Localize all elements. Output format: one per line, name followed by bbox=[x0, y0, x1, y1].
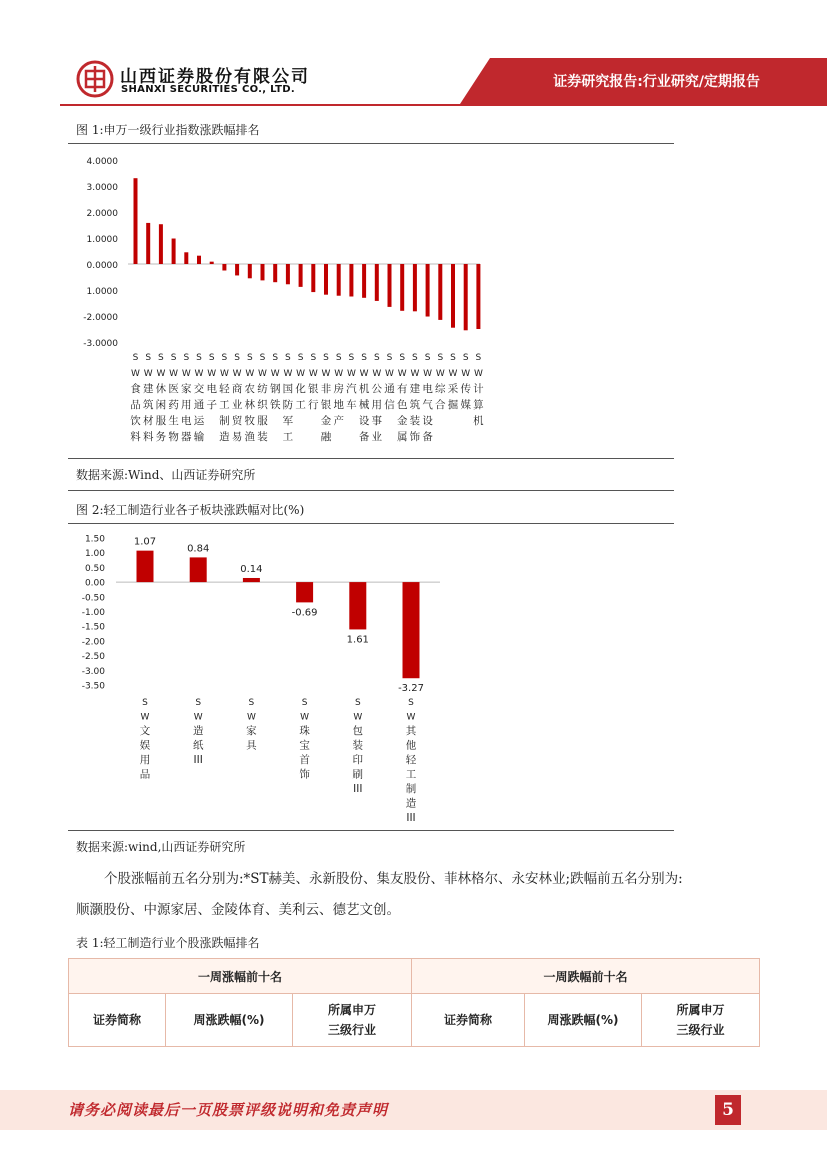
category-label-char: W bbox=[423, 369, 433, 379]
category-label-char: S bbox=[412, 353, 418, 363]
category-label-char: 制 bbox=[405, 783, 417, 795]
category-label-char: 事 bbox=[371, 415, 383, 427]
category-label-char: S bbox=[221, 353, 228, 363]
category-label-char: 建 bbox=[142, 383, 154, 395]
category-label-char: S bbox=[145, 353, 152, 363]
category-label-char: 业 bbox=[231, 399, 243, 411]
bar-SW化工 bbox=[299, 264, 303, 287]
category-label-char: 织 bbox=[257, 399, 268, 411]
category-label-char: W bbox=[346, 369, 356, 379]
category-label-char: 融 bbox=[320, 431, 332, 443]
category-label-char: W bbox=[143, 369, 153, 379]
figure2-title: 图 2:轻工制造行业各子板块涨跌幅对比(%) bbox=[76, 503, 305, 517]
y-tick-label: -1.50 bbox=[81, 622, 105, 633]
category-label-char: 其 bbox=[405, 725, 417, 737]
figure2-source: 数据来源:wind,山西证券研究所 bbox=[76, 840, 246, 854]
category-label-char: 器 bbox=[181, 431, 192, 443]
category-label-char: 包 bbox=[352, 725, 364, 737]
category-label-char: W bbox=[283, 369, 293, 379]
category-label-char: S bbox=[399, 353, 406, 363]
category-label-char: S bbox=[259, 353, 266, 363]
y-tick-label: -2.00 bbox=[81, 637, 105, 648]
category-label-char: 牧 bbox=[244, 415, 256, 427]
bar-SW休闲服务 bbox=[159, 224, 163, 264]
category-label-char: 造 bbox=[405, 797, 417, 810]
col-industry-2-line1: 所属申万 bbox=[676, 1003, 725, 1017]
category-label-char: 造 bbox=[192, 725, 204, 737]
category-label-char: S bbox=[323, 353, 329, 363]
col-security-name: 证券简称 bbox=[69, 994, 166, 1047]
category-label-char: 机 bbox=[358, 383, 370, 395]
group-top-gainers: 一周涨幅前十名 bbox=[69, 959, 412, 994]
category-label-char: 务 bbox=[155, 431, 167, 443]
category-label-char: 输 bbox=[193, 431, 205, 443]
category-label-char: 信 bbox=[384, 399, 395, 411]
category-label-char: 化 bbox=[295, 383, 306, 395]
col-industry-2-line2: 三级行业 bbox=[676, 1023, 725, 1037]
category-label-char: 家 bbox=[181, 383, 192, 395]
category-label-char: 印 bbox=[352, 754, 364, 766]
category-label-char: S bbox=[234, 353, 240, 363]
company-name-en: SHANXI SECURITIES CO., LTD. bbox=[121, 84, 295, 95]
category-label-char: S bbox=[248, 698, 255, 708]
category-label-char: 金 bbox=[320, 415, 332, 427]
bar-SW建筑材料 bbox=[146, 223, 150, 264]
category-label-char: 通 bbox=[384, 383, 395, 395]
category-label-char: 银 bbox=[320, 399, 332, 411]
category-label-char: 生 bbox=[168, 415, 179, 427]
category-label-char: 地 bbox=[333, 399, 344, 411]
category-label-char: S bbox=[285, 353, 291, 363]
bar-SW国防军工 bbox=[286, 264, 290, 284]
category-label-char: W bbox=[397, 369, 407, 379]
bar-SW家用电器 bbox=[184, 252, 188, 264]
category-label-char: 文 bbox=[139, 725, 151, 737]
y-tick-label: 1.0000 bbox=[86, 287, 118, 297]
category-label-char: 算 bbox=[473, 399, 484, 411]
col-industry-line2: 三级行业 bbox=[327, 1023, 376, 1037]
category-label-char: 纺 bbox=[257, 383, 268, 395]
y-tick-label: -0.50 bbox=[81, 593, 105, 604]
data-label: 1.61 bbox=[346, 634, 369, 646]
category-label-char: S bbox=[301, 698, 308, 708]
category-label-char: S bbox=[183, 353, 190, 363]
category-label-char: 食 bbox=[130, 383, 141, 395]
category-label-char: 轻 bbox=[405, 754, 417, 766]
category-label-char: 子 bbox=[206, 399, 217, 411]
bar-SW珠宝首饰 bbox=[296, 582, 313, 602]
category-label-char: 媒 bbox=[460, 399, 471, 411]
category-label-char: W bbox=[270, 369, 280, 379]
data-label: 0.84 bbox=[187, 543, 210, 555]
category-label-char: 服 bbox=[257, 415, 268, 427]
category-label-char: W bbox=[219, 369, 229, 379]
category-label-char: 计 bbox=[473, 383, 484, 395]
figure1-source-rule bbox=[68, 490, 674, 491]
category-label-char: 用 bbox=[181, 399, 192, 411]
category-label-char: 宝 bbox=[299, 739, 310, 752]
category-label-char: W bbox=[300, 712, 310, 723]
category-label-char: 农 bbox=[244, 383, 256, 395]
category-label-char: 金 bbox=[396, 415, 408, 427]
bar-SW传媒 bbox=[464, 264, 468, 330]
category-label-char: 饰 bbox=[299, 768, 310, 781]
category-label-char: W bbox=[246, 712, 256, 723]
category-label-char: 房 bbox=[333, 383, 344, 395]
category-label-char: 交 bbox=[193, 383, 205, 395]
category-label-char: W bbox=[406, 712, 416, 723]
y-tick-label: 2.0000 bbox=[86, 209, 118, 219]
category-label-char: W bbox=[359, 369, 369, 379]
figure1-top-rule bbox=[68, 143, 674, 144]
category-label-char: 首 bbox=[299, 754, 310, 766]
category-label-char: S bbox=[424, 353, 431, 363]
group-top-losers: 一周跌幅前十名 bbox=[412, 959, 760, 994]
category-label-char: 军 bbox=[282, 415, 294, 427]
category-label-char: 用 bbox=[371, 399, 383, 411]
category-label-char: 具 bbox=[246, 739, 257, 752]
category-label-char: 电 bbox=[422, 383, 433, 395]
category-label-char: 材 bbox=[142, 415, 154, 427]
col-weekly-change-2: 周涨跌幅(%) bbox=[525, 994, 642, 1047]
bar-SW采掘 bbox=[451, 264, 455, 328]
category-label-char: 筑 bbox=[409, 399, 421, 411]
bar-SW文娱用品 bbox=[137, 551, 154, 582]
category-label-char: 国 bbox=[282, 383, 294, 395]
data-label: -3.27 bbox=[398, 683, 424, 695]
category-label-char: 装 bbox=[352, 739, 364, 752]
category-label-char: 备 bbox=[358, 431, 370, 443]
bar-SW交通运输 bbox=[197, 256, 201, 264]
category-label-char: 有 bbox=[396, 383, 408, 395]
category-label-char: W bbox=[334, 369, 344, 379]
y-tick-label: 1.0000 bbox=[86, 235, 118, 245]
category-label-char: W bbox=[385, 369, 394, 379]
category-label-char: 非 bbox=[320, 383, 332, 395]
category-label-char: 械 bbox=[358, 399, 370, 411]
category-label-char: 商 bbox=[231, 383, 243, 395]
category-label-char: 工 bbox=[282, 431, 294, 443]
category-label-char: S bbox=[310, 353, 317, 363]
category-label-char: S bbox=[170, 353, 177, 363]
col-security-name-2: 证券简称 bbox=[412, 994, 525, 1047]
summary-paragraph bbox=[76, 864, 756, 926]
category-label-char: S bbox=[450, 353, 456, 363]
category-label-char: W bbox=[156, 369, 166, 379]
category-label-char: S bbox=[348, 353, 355, 363]
category-label-char: S bbox=[297, 353, 304, 363]
figure2-top-rule bbox=[68, 523, 674, 524]
bar-SW农林牧渔 bbox=[248, 264, 252, 278]
stock-ranking-table bbox=[68, 958, 760, 1047]
bar-SW钢铁 bbox=[273, 264, 277, 282]
category-label-char: 气 bbox=[422, 399, 433, 411]
y-tick-label: 1.00 bbox=[84, 549, 105, 560]
category-label-char: 休 bbox=[155, 383, 167, 395]
y-tick-label: -2.0000 bbox=[83, 313, 118, 323]
category-label-char: 饮 bbox=[130, 415, 141, 427]
category-label-char: S bbox=[437, 353, 444, 363]
category-label-char: 纸 bbox=[192, 739, 204, 752]
category-label-char: 通 bbox=[193, 399, 205, 411]
category-label-char: 设 bbox=[358, 415, 370, 427]
page-number: 5 bbox=[715, 1095, 741, 1125]
category-label-char: S bbox=[361, 353, 367, 363]
company-logo-icon bbox=[76, 60, 114, 98]
category-label-char: 闲 bbox=[155, 399, 167, 411]
category-label-char: W bbox=[321, 369, 331, 379]
category-label-char: S bbox=[354, 698, 361, 708]
category-label-char: 轻 bbox=[219, 383, 230, 395]
category-label-char: 行 bbox=[308, 399, 319, 411]
y-tick-label: 4.0000 bbox=[86, 157, 118, 167]
category-label-char: W bbox=[461, 369, 471, 379]
bar-SW银行 bbox=[311, 264, 315, 292]
category-label-char: W bbox=[410, 369, 420, 379]
bar-SW商业贸易 bbox=[235, 264, 239, 275]
category-label-char: S bbox=[272, 353, 279, 363]
category-label-char: 装 bbox=[257, 431, 268, 443]
bar-SW包装印刷III bbox=[349, 582, 366, 629]
category-label-char: W bbox=[258, 369, 267, 379]
category-label-char: 娱 bbox=[139, 739, 151, 752]
category-label-char: 车 bbox=[346, 399, 357, 411]
category-label-char: W bbox=[181, 369, 191, 379]
category-label-char: 业 bbox=[371, 431, 383, 443]
category-label-char: 他 bbox=[405, 739, 417, 752]
category-label-char: W bbox=[207, 369, 217, 379]
col-weekly-change: 周涨跌幅(%) bbox=[166, 994, 293, 1047]
category-label-char: S bbox=[475, 353, 482, 363]
y-tick-label: -2.50 bbox=[81, 652, 105, 663]
category-label-char: S bbox=[142, 698, 148, 708]
y-tick-label: -3.0000 bbox=[83, 339, 118, 349]
category-label-char: 备 bbox=[422, 431, 433, 443]
data-label: 0.14 bbox=[240, 563, 263, 575]
category-label-char: 造 bbox=[219, 431, 230, 443]
category-label-char: S bbox=[132, 353, 139, 363]
category-label-char: III bbox=[353, 783, 363, 795]
bar-SW食品饮料 bbox=[134, 178, 138, 264]
category-label-char: 刷 bbox=[352, 768, 364, 781]
footer-disclaimer: 请务必阅读最后一页股票评级说明和免责声明 bbox=[68, 1101, 389, 1119]
figure1-bottom-rule bbox=[68, 458, 674, 459]
category-label-char: 采 bbox=[447, 383, 459, 395]
category-label-char: 电 bbox=[181, 415, 192, 427]
category-label-char: 运 bbox=[193, 415, 205, 427]
category-label-char: III bbox=[406, 812, 416, 824]
category-label-char: 银 bbox=[308, 383, 319, 395]
y-tick-label: 0.0000 bbox=[86, 261, 118, 271]
figure1-title: 图 1:申万一级行业指数涨跌幅排名 bbox=[76, 123, 260, 137]
figure1-chart bbox=[68, 148, 674, 448]
category-label-char: S bbox=[373, 353, 380, 363]
category-label-char: S bbox=[208, 353, 215, 363]
bar-SW建筑装饰 bbox=[413, 264, 417, 311]
category-label-char: 建 bbox=[409, 383, 421, 395]
bar-SW轻工制造 bbox=[222, 264, 226, 271]
category-label-char: 林 bbox=[244, 399, 256, 411]
category-label-char: III bbox=[193, 754, 203, 766]
col-industry-2 bbox=[642, 994, 760, 1047]
category-label-char: 机 bbox=[473, 415, 484, 427]
bar-SW造纸III bbox=[190, 557, 207, 582]
category-label-char: 用 bbox=[139, 754, 151, 766]
col-industry-line1: 所属申万 bbox=[327, 1003, 376, 1017]
data-label: -0.69 bbox=[291, 607, 318, 619]
bar-SW电气设备 bbox=[426, 264, 430, 317]
category-label-char: 珠 bbox=[299, 725, 310, 737]
category-label-char: 易 bbox=[231, 431, 243, 443]
bar-SW房地产 bbox=[337, 264, 341, 296]
category-label-char: 药 bbox=[168, 399, 179, 411]
category-label-char: 综 bbox=[435, 383, 446, 395]
bar-SW机械设备 bbox=[362, 264, 366, 298]
category-label-char: 贸 bbox=[231, 415, 243, 427]
bar-SW有色金属 bbox=[400, 264, 404, 311]
col-industry bbox=[293, 994, 412, 1047]
bar-SW公用事业 bbox=[375, 264, 379, 301]
category-label-char: 医 bbox=[168, 383, 179, 395]
y-tick-label: 0.00 bbox=[84, 578, 105, 589]
category-label-char: 料 bbox=[142, 431, 154, 443]
category-label-char: W bbox=[194, 369, 204, 379]
category-label-char: W bbox=[308, 369, 318, 379]
category-label-char: W bbox=[353, 712, 363, 723]
category-label-char: 料 bbox=[130, 431, 141, 443]
category-label-char: W bbox=[245, 369, 255, 379]
category-label-char: 钢 bbox=[269, 383, 281, 395]
category-label-char: S bbox=[386, 353, 393, 363]
category-label-char: 制 bbox=[219, 415, 230, 427]
bar-SW通信 bbox=[388, 264, 392, 307]
category-label-char: S bbox=[408, 698, 414, 708]
category-label-char: S bbox=[196, 353, 202, 363]
category-label-char: 属 bbox=[396, 431, 408, 443]
category-label-char: 饰 bbox=[409, 431, 421, 443]
bar-SW家具 bbox=[243, 578, 260, 582]
figure2-bottom-rule bbox=[68, 830, 674, 831]
category-label-char: 筑 bbox=[142, 399, 154, 411]
summary-line2: 顺灏股份、中源家居、金陵体育、美利云、德艺文创。 bbox=[76, 902, 400, 918]
category-label-char: 色 bbox=[396, 399, 408, 411]
category-label-char: 服 bbox=[155, 415, 167, 427]
bar-SW其他轻工制造III bbox=[403, 582, 420, 678]
y-tick-label: -3.00 bbox=[81, 666, 105, 677]
y-tick-label: 1.50 bbox=[84, 534, 105, 545]
y-tick-label: 3.0000 bbox=[86, 183, 118, 193]
category-label-char: 传 bbox=[460, 383, 471, 395]
category-label-char: 设 bbox=[422, 415, 433, 427]
category-label-char: 汽 bbox=[346, 383, 357, 395]
category-label-char: W bbox=[296, 369, 306, 379]
bar-SW汽车 bbox=[349, 264, 353, 297]
company-name-cn: 山西证券股份有限公司 bbox=[120, 67, 310, 87]
category-label-char: W bbox=[435, 369, 445, 379]
category-label-char: S bbox=[246, 353, 253, 363]
y-tick-label: 0.50 bbox=[84, 563, 105, 574]
y-tick-label: -3.50 bbox=[81, 681, 105, 692]
category-label-char: 公 bbox=[371, 383, 383, 395]
category-label-char: 家 bbox=[246, 725, 257, 737]
category-label-char: 工 bbox=[405, 768, 417, 781]
category-label-char: 掘 bbox=[447, 399, 459, 411]
category-label-char: 装 bbox=[409, 415, 421, 427]
category-label-char: S bbox=[462, 353, 469, 363]
category-label-char: W bbox=[131, 369, 140, 379]
category-label-char: S bbox=[158, 353, 164, 363]
category-label-char: S bbox=[195, 698, 202, 708]
y-tick-label: -1.00 bbox=[81, 608, 105, 618]
category-label-char: 电 bbox=[206, 383, 217, 395]
bar-SW纺织服装 bbox=[261, 264, 265, 280]
category-label-char: W bbox=[448, 369, 458, 379]
bar-SW计算机 bbox=[476, 264, 480, 329]
bar-SW综合 bbox=[438, 264, 442, 320]
category-label-char: W bbox=[232, 369, 242, 379]
category-label-char: S bbox=[335, 353, 342, 363]
category-label-char: 铁 bbox=[269, 399, 281, 411]
table1-title: 表 1:轻工制造行业个股涨跌幅排名 bbox=[76, 936, 260, 950]
page-header bbox=[0, 0, 827, 110]
figure1-source: 数据来源:Wind、山西证券研究所 bbox=[76, 468, 256, 482]
figure2-chart bbox=[68, 527, 674, 827]
category-label-char: 品 bbox=[139, 768, 151, 781]
bar-SW电子 bbox=[210, 262, 214, 264]
category-label-char: 防 bbox=[282, 399, 294, 411]
category-label-char: 产 bbox=[333, 415, 344, 427]
category-label-char: 工 bbox=[295, 399, 306, 411]
category-label-char: W bbox=[140, 712, 150, 723]
category-label-char: W bbox=[372, 369, 382, 379]
bar-SW非银金融 bbox=[324, 264, 328, 295]
category-label-char: 渔 bbox=[244, 431, 256, 443]
bar-SW医药生物 bbox=[172, 239, 176, 264]
category-label-char: W bbox=[473, 369, 483, 379]
header-rule bbox=[60, 104, 827, 106]
category-label-char: 物 bbox=[168, 431, 179, 443]
data-label: 1.07 bbox=[133, 536, 157, 548]
category-label-char: 合 bbox=[435, 399, 446, 411]
category-label-char: 工 bbox=[219, 399, 230, 411]
category-label-char: W bbox=[193, 712, 203, 723]
summary-line1: 个股涨幅前五名分别为:*ST赫美、永新股份、集友股份、菲林格尔、永安林业;跌幅前五名分别为: bbox=[104, 871, 683, 887]
category-label-char: W bbox=[169, 369, 179, 379]
category-label-char: 品 bbox=[130, 399, 141, 411]
report-type: 证券研究报告:行业研究/定期报告 bbox=[553, 74, 760, 90]
